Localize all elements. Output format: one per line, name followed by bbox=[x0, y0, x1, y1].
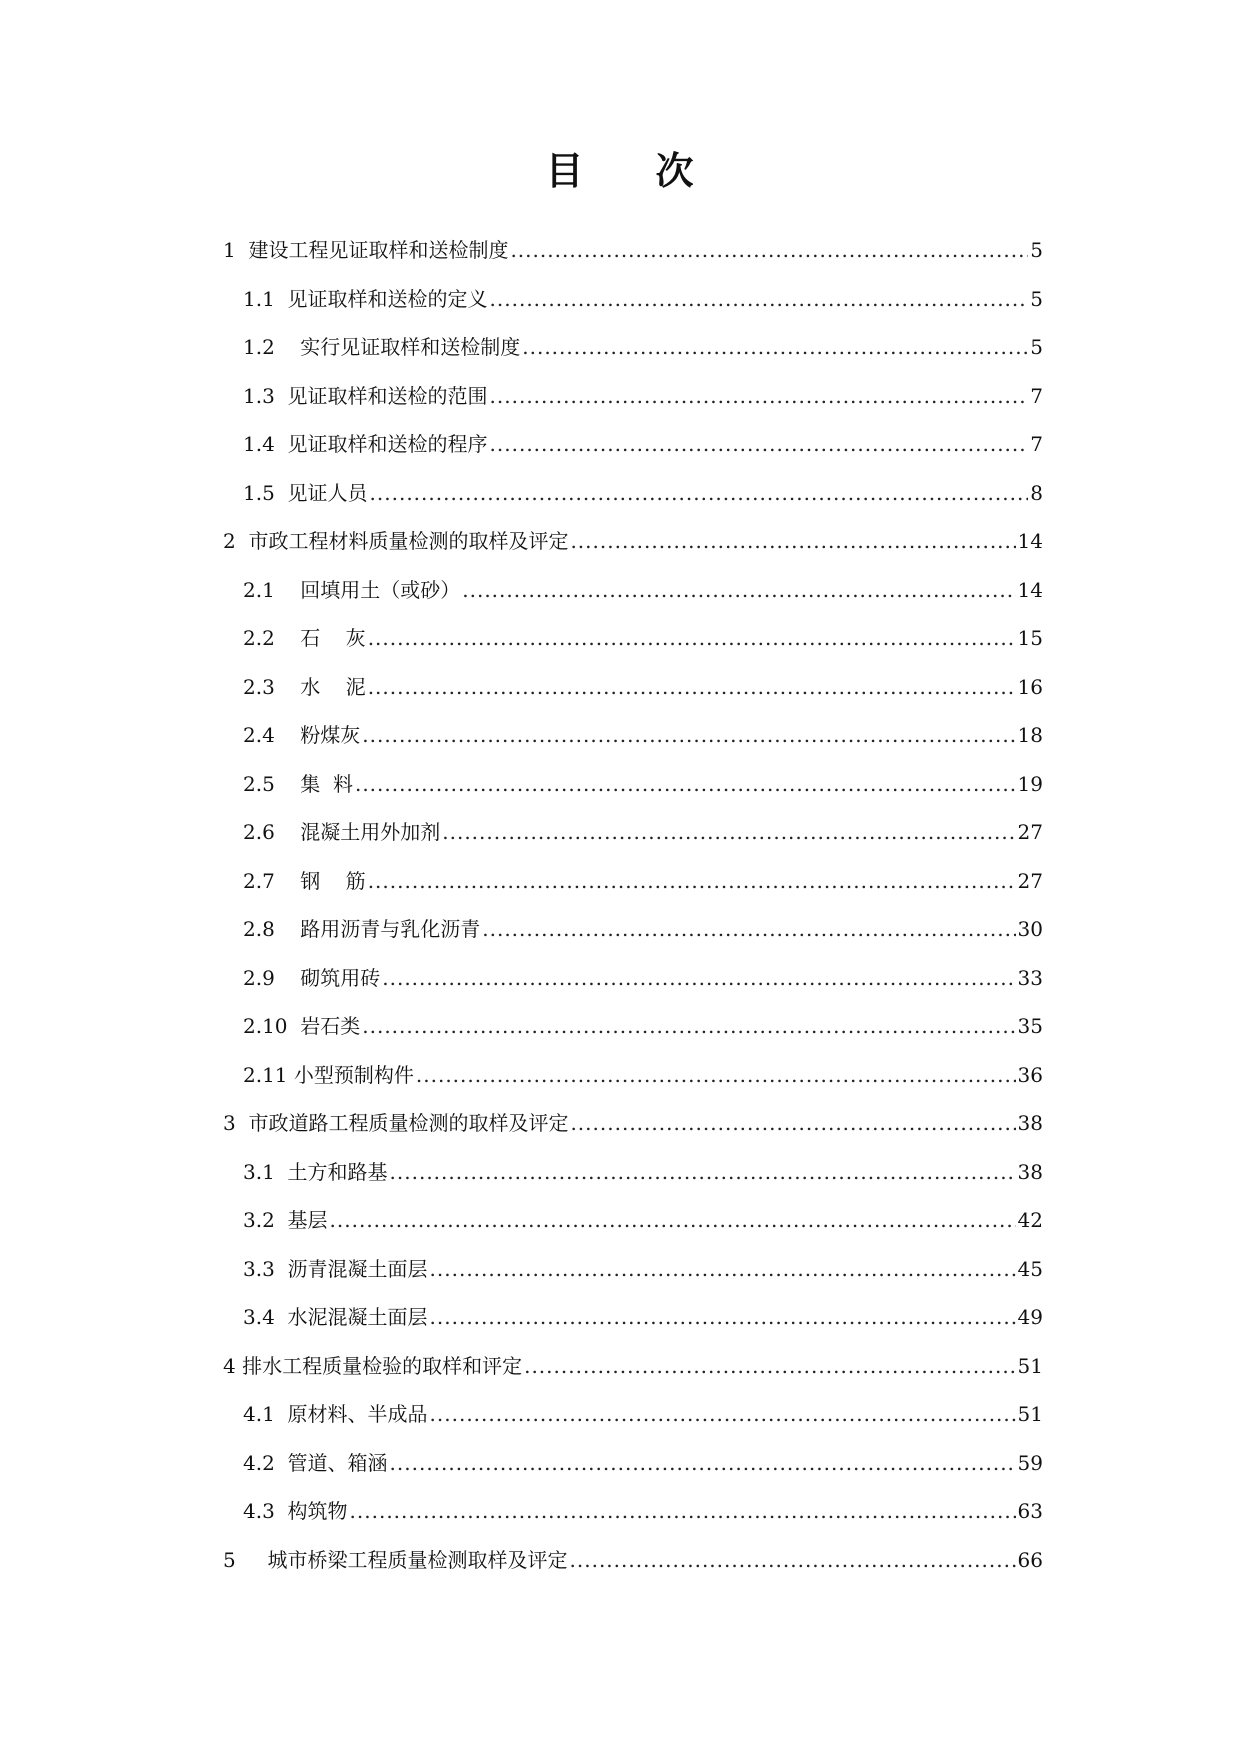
toc-leader-dots bbox=[570, 1548, 1016, 1572]
toc-entry-page: 7 bbox=[1030, 383, 1043, 408]
toc-leader-dots bbox=[482, 917, 1015, 941]
toc-entry-title: 见证取样和送检的程序 bbox=[287, 432, 488, 456]
toc-entry[interactable] bbox=[223, 1499, 1043, 1548]
toc-entry-title: 见证取样和送检的范围 bbox=[287, 383, 488, 408]
toc-entry-page: 5 bbox=[1030, 238, 1043, 262]
toc-entry-title: 见证取样和送检的定义 bbox=[287, 286, 488, 311]
toc-leader-dots bbox=[362, 1014, 1015, 1038]
toc-leader-dots bbox=[522, 335, 1028, 359]
toc-entry[interactable] bbox=[223, 723, 1043, 772]
toc-entry[interactable] bbox=[223, 335, 1043, 384]
toc-entry-title: 构筑物 bbox=[287, 1499, 348, 1523]
toc-entry-page: 38 bbox=[1017, 1111, 1043, 1135]
toc-leader-dots bbox=[490, 384, 1029, 408]
toc-entry-title: 城市桥梁工程质量检测取样及评定 bbox=[267, 1547, 568, 1572]
toc-leader-dots bbox=[368, 626, 1016, 650]
toc-entry[interactable] bbox=[223, 1548, 1043, 1597]
toc-entry[interactable] bbox=[223, 626, 1043, 675]
toc-entry-number: 4.3 bbox=[243, 1499, 288, 1523]
toc-entry-page: 15 bbox=[1017, 626, 1043, 650]
title-char-1: 目 bbox=[545, 149, 586, 193]
toc-entry-number: 2 bbox=[223, 529, 249, 553]
toc-entry-number: 2.11 bbox=[243, 1062, 294, 1087]
toc-entry-number: 2.3 bbox=[243, 674, 301, 699]
title-char-2: 次 bbox=[655, 149, 696, 193]
toc-leader-dots bbox=[416, 1063, 1016, 1087]
toc-entry-page: 18 bbox=[1017, 723, 1043, 747]
toc-entry-title: 小型预制构件 bbox=[293, 1062, 414, 1087]
toc-entry-number: 3.4 bbox=[243, 1305, 288, 1329]
toc-entry-title: 钢 筋 bbox=[300, 868, 366, 893]
toc-entry-title: 建设工程见证取样和送检制度 bbox=[248, 238, 509, 262]
toc-entry-page: 49 bbox=[1017, 1305, 1043, 1329]
toc-entry-title: 市政工程材料质量检测的取样及评定 bbox=[248, 529, 569, 553]
toc-entry-page: 8 bbox=[1030, 480, 1043, 505]
toc-entry-title: 沥青混凝土面层 bbox=[287, 1256, 428, 1281]
toc-entry-number: 4.1 bbox=[243, 1402, 288, 1426]
toc-entry-title: 排水工程质量检验的取样和评定 bbox=[242, 1353, 523, 1378]
toc-entry-title: 路用沥青与乳化沥青 bbox=[300, 917, 481, 941]
toc-entry-page: 14 bbox=[1017, 577, 1043, 602]
toc-leader-dots bbox=[430, 1305, 1016, 1329]
toc-entry[interactable] bbox=[223, 675, 1043, 724]
toc-entry-number: 1.4 bbox=[243, 432, 288, 456]
toc-entry[interactable] bbox=[223, 1451, 1043, 1500]
toc-entry[interactable] bbox=[223, 1014, 1043, 1063]
toc-entry[interactable] bbox=[223, 869, 1043, 918]
toc-leader-dots bbox=[368, 675, 1016, 699]
toc-entry-number: 2.2 bbox=[243, 626, 301, 650]
toc-entry-page: 42 bbox=[1017, 1208, 1043, 1232]
toc-entry[interactable] bbox=[223, 1160, 1043, 1209]
toc-entry-page: 30 bbox=[1017, 917, 1043, 941]
toc-entry[interactable] bbox=[223, 1208, 1043, 1257]
toc-leader-dots bbox=[490, 432, 1029, 456]
toc-leader-dots bbox=[390, 1451, 1016, 1475]
toc-leader-dots bbox=[524, 1354, 1015, 1378]
toc-entry[interactable] bbox=[223, 529, 1043, 578]
toc-entry-page: 27 bbox=[1017, 868, 1043, 893]
toc-entry-number: 3.3 bbox=[243, 1256, 288, 1281]
toc-entry-number: 1.3 bbox=[243, 383, 288, 408]
toc-entry-page: 38 bbox=[1017, 1159, 1043, 1184]
toc-entry-number: 2.9 bbox=[243, 965, 301, 990]
toc-entry-number: 3.1 bbox=[243, 1159, 288, 1184]
toc-leader-dots bbox=[510, 238, 1028, 262]
toc-entry-page: 19 bbox=[1017, 771, 1043, 796]
toc-entry[interactable] bbox=[223, 384, 1043, 433]
toc-entry-title: 砌筑用砖 bbox=[300, 965, 381, 990]
toc-entry-page: 59 bbox=[1017, 1450, 1043, 1475]
toc-entry-title: 基层 bbox=[287, 1208, 328, 1232]
toc-entry[interactable] bbox=[223, 287, 1043, 336]
toc-entry[interactable] bbox=[223, 1063, 1043, 1112]
toc-entry-page: 16 bbox=[1017, 674, 1043, 699]
toc-entry[interactable] bbox=[223, 432, 1043, 481]
toc-entry[interactable] bbox=[223, 917, 1043, 966]
toc-entry-title: 回填用土（或砂） bbox=[300, 577, 461, 602]
toc-entry-page: 5 bbox=[1030, 286, 1043, 311]
toc-entry[interactable] bbox=[223, 966, 1043, 1015]
toc-leader-dots bbox=[570, 529, 1015, 553]
toc-entry-title: 水泥混凝土面层 bbox=[287, 1305, 428, 1329]
toc-entry-number: 2.8 bbox=[243, 917, 301, 941]
toc-leader-dots bbox=[462, 578, 1015, 602]
toc-leader-dots bbox=[390, 1160, 1016, 1184]
table-of-contents bbox=[223, 238, 1043, 1596]
toc-leader-dots bbox=[490, 287, 1029, 311]
toc-leader-dots bbox=[330, 1208, 1016, 1232]
toc-entry-page: 27 bbox=[1017, 820, 1043, 844]
toc-entry-page: 5 bbox=[1030, 335, 1043, 359]
toc-leader-dots bbox=[355, 772, 1016, 796]
toc-entry-title: 实行见证取样和送检制度 bbox=[300, 335, 521, 359]
toc-leader-dots bbox=[350, 1499, 1016, 1523]
toc-leader-dots bbox=[370, 481, 1029, 505]
toc-entry-page: 63 bbox=[1017, 1499, 1043, 1523]
toc-leader-dots bbox=[368, 869, 1016, 893]
toc-entry[interactable] bbox=[223, 1257, 1043, 1306]
toc-entry-title: 见证人员 bbox=[287, 480, 368, 505]
toc-entry-number: 2.6 bbox=[243, 820, 301, 844]
toc-entry-page: 66 bbox=[1017, 1547, 1043, 1572]
toc-entry-number: 2.4 bbox=[243, 723, 301, 747]
toc-entry-number: 4.2 bbox=[243, 1450, 288, 1475]
toc-entry-number: 5 bbox=[223, 1547, 268, 1572]
toc-leader-dots bbox=[382, 966, 1015, 990]
toc-entry-title: 集 料 bbox=[300, 771, 353, 796]
toc-entry-page: 45 bbox=[1017, 1256, 1043, 1281]
toc-entry-page: 7 bbox=[1030, 432, 1043, 456]
toc-entry-number: 1.2 bbox=[243, 335, 301, 359]
toc-entry-title: 粉煤灰 bbox=[300, 723, 361, 747]
toc-entry-page: 14 bbox=[1017, 529, 1043, 553]
toc-entry-title: 岩石类 bbox=[300, 1014, 361, 1038]
toc-entry[interactable] bbox=[223, 481, 1043, 530]
toc-entry-number: 3.2 bbox=[243, 1208, 288, 1232]
toc-entry-number: 2.5 bbox=[243, 771, 301, 796]
toc-leader-dots bbox=[362, 723, 1015, 747]
toc-entry[interactable] bbox=[223, 820, 1043, 869]
toc-entry-title: 市政道路工程质量检测的取样及评定 bbox=[248, 1111, 569, 1135]
toc-leader-dots bbox=[570, 1111, 1015, 1135]
toc-leader-dots bbox=[430, 1402, 1016, 1426]
toc-entry-number: 1.1 bbox=[243, 286, 288, 311]
toc-entry-title: 水 泥 bbox=[300, 674, 366, 699]
toc-entry-number: 3 bbox=[223, 1111, 249, 1135]
toc-entry-number: 1.5 bbox=[243, 480, 288, 505]
toc-entry-number: 4 bbox=[223, 1353, 243, 1378]
toc-entry-title: 混凝土用外加剂 bbox=[300, 820, 441, 844]
toc-entry-page: 36 bbox=[1017, 1062, 1043, 1087]
toc-entry-title: 管道、箱涵 bbox=[287, 1450, 388, 1475]
toc-entry[interactable] bbox=[223, 1111, 1043, 1160]
toc-entry-page: 51 bbox=[1017, 1402, 1043, 1426]
toc-entry-number: 1 bbox=[223, 238, 249, 262]
toc-entry[interactable] bbox=[223, 772, 1043, 821]
toc-entry-page: 33 bbox=[1017, 965, 1043, 990]
toc-entry-title: 土方和路基 bbox=[287, 1159, 388, 1184]
toc-entry[interactable] bbox=[223, 238, 1043, 287]
toc-entry-number: 2.7 bbox=[243, 868, 301, 893]
toc-entry[interactable] bbox=[223, 1402, 1043, 1451]
toc-entry-number: 2.1 bbox=[243, 577, 301, 602]
toc-entry-page: 51 bbox=[1017, 1353, 1043, 1378]
toc-leader-dots bbox=[442, 820, 1015, 844]
toc-entry-title: 原材料、半成品 bbox=[287, 1402, 428, 1426]
toc-entry-title: 石 灰 bbox=[300, 626, 366, 650]
toc-entry[interactable] bbox=[223, 1354, 1043, 1403]
toc-entry-page: 35 bbox=[1017, 1014, 1043, 1038]
toc-entry-number: 2.10 bbox=[243, 1014, 301, 1038]
page-title bbox=[0, 140, 1241, 195]
toc-entry[interactable] bbox=[223, 578, 1043, 627]
toc-leader-dots bbox=[430, 1257, 1016, 1281]
toc-entry[interactable] bbox=[223, 1305, 1043, 1354]
